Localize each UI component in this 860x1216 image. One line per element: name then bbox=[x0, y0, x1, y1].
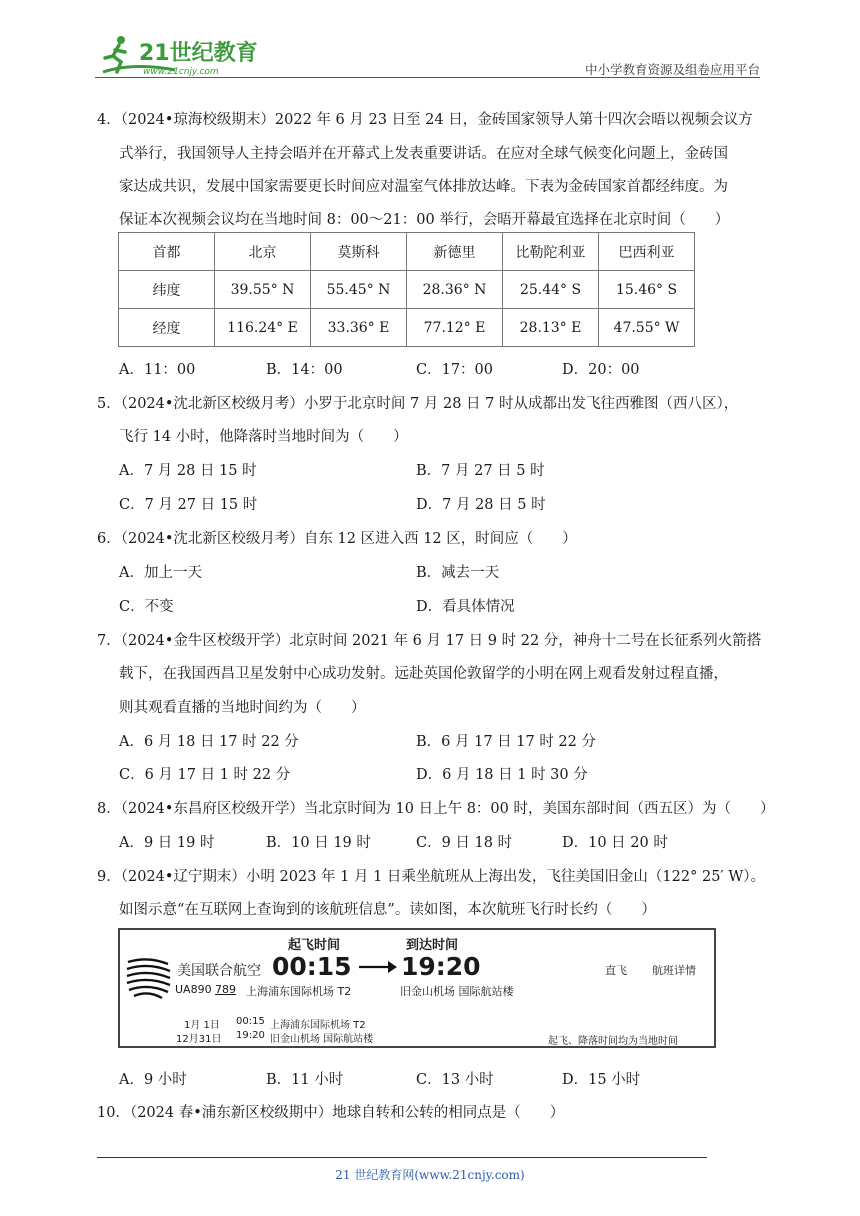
row2-place: 旧金山机场 国际航站楼 bbox=[270, 1034, 374, 1045]
q4-line-4: 保证本次视频会议均在当地时间 8：00～21：00 举行，会晤开幕最宜选择在北京时间（ ） bbox=[119, 212, 730, 228]
q7-option-a[interactable]: A．6 月 18 日 17 时 22 分 bbox=[119, 734, 299, 750]
q4-option-a[interactable]: A．11：00 bbox=[119, 362, 196, 378]
table-row bbox=[119, 271, 695, 309]
q5-option-b[interactable]: B．7 月 27 日 5 时 bbox=[416, 463, 545, 479]
airline-globe-icon bbox=[124, 952, 172, 1000]
table-cell: 77.12° E bbox=[407, 309, 503, 347]
q9-option-c[interactable]: C．13 小时 bbox=[416, 1072, 494, 1088]
q8-line-1: 8．（2024•东昌府区校级开学）当北京时间为 10 日上午 8：00 时，美国东部时间（西五区）为（ ） bbox=[97, 801, 775, 817]
table-cell: 47.55° W bbox=[599, 309, 695, 347]
footer-link[interactable]: 21 世纪教育网(www.21cnjy.com) bbox=[335, 1168, 525, 1182]
row1-date: 1月 1日 bbox=[184, 1020, 220, 1031]
table-cell: 33.36° E bbox=[311, 309, 407, 347]
table-cell: 15.46° S bbox=[599, 271, 695, 309]
q4-line-3: 家达成共识，发展中国家需要更长时间应对温室气体排放达峰。下表为金砖国家首都经纬度。为 bbox=[119, 179, 728, 195]
q9-option-d[interactable]: D．15 小时 bbox=[562, 1072, 641, 1088]
q7-line-2: 载下，在我国西昌卫星发射中心成功发射。远赴英国伦敦留学的小明在网上观看发射过程直播， bbox=[119, 666, 728, 682]
q6-option-a[interactable]: A．加上一天 bbox=[119, 565, 202, 581]
arrive-time-label: 到达时间 bbox=[406, 938, 459, 953]
q8-option-a[interactable]: A．9 日 19 时 bbox=[119, 835, 215, 851]
q4-line-2: 式举行，我国领导人主持会晤并在开幕式上发表重要讲话。在应对全球气候变化问题上，金砖国 bbox=[119, 146, 728, 162]
q7-option-d[interactable]: D．6 月 18 日 1 时 30 分 bbox=[416, 767, 588, 783]
table-cell: 新德里 bbox=[407, 233, 503, 271]
q4-line-1: 4．（2024•琼海校级期末）2022 年 6 月 23 日至 24 日，金砖国家领导人第十四次会晤以视频会议方 bbox=[97, 112, 753, 128]
table-cell: 巴西利亚 bbox=[599, 233, 695, 271]
platform-name: 中小学教育资源及组卷应用平台 bbox=[584, 62, 760, 77]
q9-line-2: 如图示意“在互联网上查询到的该航班信息”。读如图，本次航班飞行时长约（ ） bbox=[119, 902, 656, 918]
q7-line-1: 7．（2024•金牛区校级开学）北京时间 2021 年 6 月 17 日 9 时 22 分，神舟十二号在长征系列火箭搭 bbox=[97, 633, 762, 649]
table-cell: 116.24° E bbox=[215, 309, 311, 347]
flight-number: UA890 bbox=[175, 983, 212, 996]
q5-option-c[interactable]: C．7 月 27 日 15 时 bbox=[119, 497, 258, 513]
row2-time: 19:20 bbox=[236, 1030, 265, 1041]
logo-text: 21世纪教育 bbox=[139, 41, 258, 66]
q9-line-1: 9．（2024•辽宁期末）小明 2023 年 1 月 1 日乘坐航班从上海出发，飞往美国旧金山（122° 25′ W）。 bbox=[97, 869, 765, 885]
q8-option-c[interactable]: C．9 日 18 时 bbox=[416, 835, 513, 851]
footer-divider bbox=[97, 1157, 707, 1158]
q4-option-d[interactable]: D．20：00 bbox=[562, 362, 640, 378]
header-divider bbox=[95, 77, 760, 78]
aircraft-type: 789 bbox=[215, 983, 236, 996]
logo-url: www.21cnjy.com bbox=[143, 67, 219, 77]
q6-option-d[interactable]: D．看具体情况 bbox=[416, 599, 515, 615]
table-cell: 55.45° N bbox=[311, 271, 407, 309]
q7-line-3: 则其观看直播的当地时间约为（ ） bbox=[119, 700, 366, 716]
q5-option-a[interactable]: A．7 月 28 日 15 时 bbox=[119, 463, 257, 479]
q5-line-2: 飞行 14 小时，他降落时当地时间为（ ） bbox=[119, 429, 408, 445]
q7-option-c[interactable]: C．6 月 17 日 1 时 22 分 bbox=[119, 767, 291, 783]
q8-option-b[interactable]: B．10 日 19 时 bbox=[266, 835, 371, 851]
q5-line-1: 5．（2024•沈北新区校级月考）小罗于北京时间 7 月 28 日 7 时从成都出发飞往西雅图（西八区）， bbox=[97, 396, 739, 412]
q7-option-b[interactable]: B．6 月 17 日 17 时 22 分 bbox=[416, 734, 596, 750]
table-cell: 莫斯科 bbox=[311, 233, 407, 271]
depart-airport: 上海浦东国际机场 T2 bbox=[246, 985, 352, 998]
q5-option-d[interactable]: D．7 月 28 日 5 时 bbox=[416, 497, 546, 513]
row2-date: 12月31日 bbox=[176, 1034, 222, 1045]
arrive-airport: 旧金山机场 国际航站楼 bbox=[400, 985, 514, 998]
q6-line-1: 6．（2024•沈北新区校级月考）自东 12 区进入西 12 区，时间应（ ） bbox=[97, 531, 577, 547]
q8-option-d[interactable]: D．10 日 20 时 bbox=[562, 835, 668, 851]
logo-icon bbox=[95, 32, 265, 78]
q6-option-c[interactable]: C．不变 bbox=[119, 599, 174, 615]
arrow-right-icon bbox=[358, 960, 398, 974]
flight-info-figure bbox=[118, 928, 716, 1048]
page-header bbox=[95, 30, 760, 78]
capitals-table bbox=[118, 232, 695, 347]
q4-option-c[interactable]: C．17：00 bbox=[416, 362, 493, 378]
table-cell: 39.55° N bbox=[215, 271, 311, 309]
table-cell: 28.13° E bbox=[503, 309, 599, 347]
airline-name: 美国联合航空 bbox=[177, 963, 261, 979]
direct-flight-label: 直飞 bbox=[605, 964, 627, 977]
table-row bbox=[119, 309, 695, 347]
table-cell: 25.44° S bbox=[503, 271, 599, 309]
table-cell: 经度 bbox=[119, 309, 215, 347]
table-cell: 北京 bbox=[215, 233, 311, 271]
table-cell: 比勒陀利亚 bbox=[503, 233, 599, 271]
q4-option-b[interactable]: B．14：00 bbox=[266, 362, 343, 378]
row1-time: 00:15 bbox=[236, 1016, 265, 1027]
depart-time: 00:15 bbox=[272, 952, 352, 981]
table-cell: 28.36° N bbox=[407, 271, 503, 309]
flight-details-link[interactable]: 航班详情 bbox=[652, 964, 696, 977]
depart-time-label: 起飞时间 bbox=[288, 938, 341, 953]
table-cell: 首都 bbox=[119, 233, 215, 271]
arrive-time: 19:20 bbox=[401, 952, 481, 981]
q9-option-b[interactable]: B．11 小时 bbox=[266, 1072, 344, 1088]
table-cell: 纬度 bbox=[119, 271, 215, 309]
q10-line-1: 10．（2024 春•浦东新区校级期中）地球自转和公转的相同点是（ ） bbox=[97, 1105, 565, 1121]
q9-option-a[interactable]: A．9 小时 bbox=[119, 1072, 187, 1088]
row1-place: 上海浦东国际机场 T2 bbox=[270, 1020, 366, 1031]
q6-option-b[interactable]: B．减去一天 bbox=[416, 565, 500, 581]
local-time-note: 起飞、降落时间均为当地时间 bbox=[548, 1036, 678, 1047]
table-row bbox=[119, 233, 695, 271]
